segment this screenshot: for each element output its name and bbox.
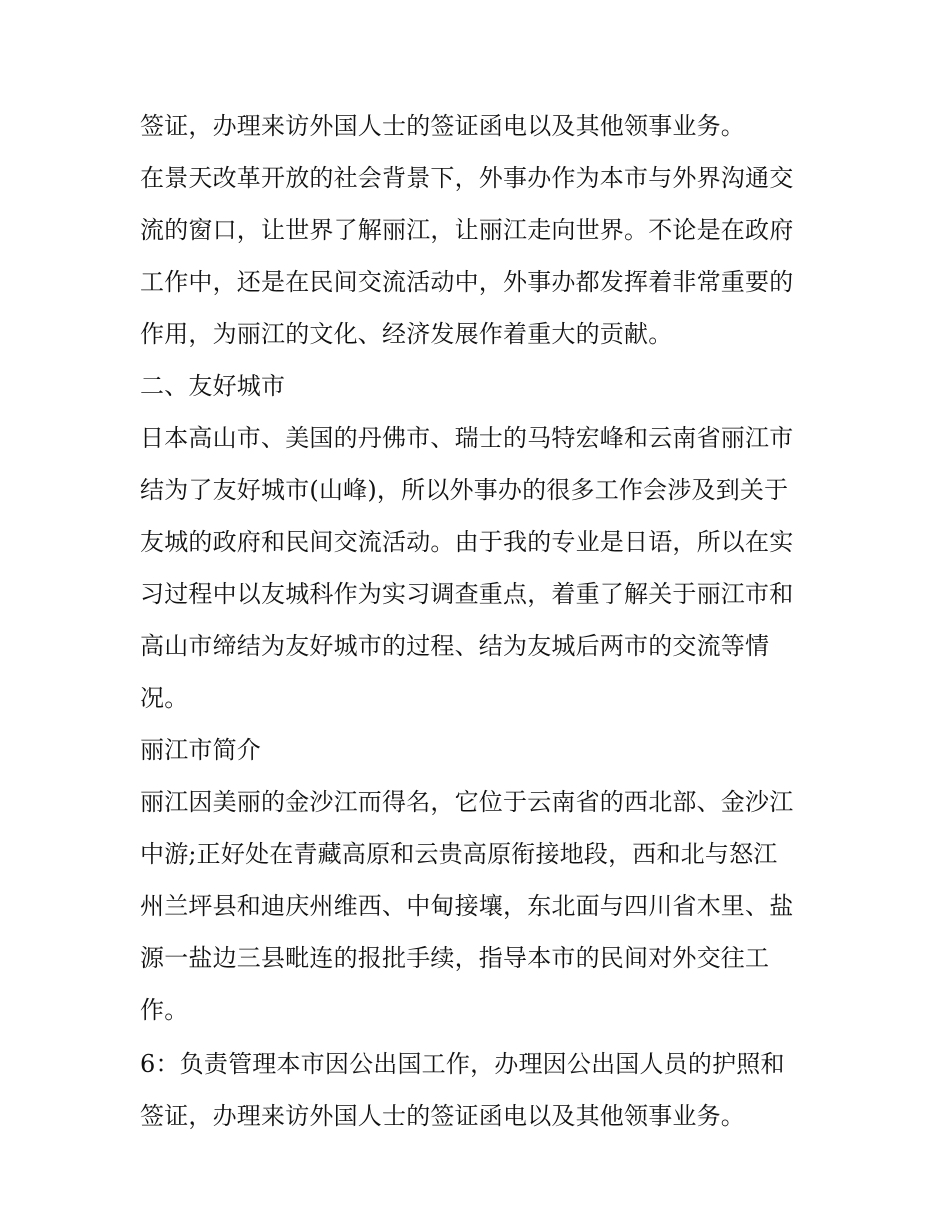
document-body bbox=[140, 100, 820, 1142]
section-heading-friendship-cities: 二、友好城市 bbox=[140, 372, 286, 400]
text-line-8: 结为了友好城市(山峰)，所以外事办的很多工作会涉及到关于 bbox=[140, 476, 789, 504]
text-line-15: 中游;正好处在青藏高原和云贵高原衔接地段，西和北与怒江 bbox=[140, 840, 778, 868]
text-line-4: 工作中，还是在民间交流活动中，外事办都发挥着非常重要的 bbox=[140, 268, 794, 296]
text-line-1: 签证，办理来访外国人士的签证函电以及其他领事业务。 bbox=[140, 112, 745, 140]
text-line-9: 友城的政府和民间交流活动。由于我的专业是日语，所以在实 bbox=[140, 528, 794, 556]
text-line-10: 习过程中以友城科作为实习调查重点，着重了解关于丽江市和 bbox=[140, 580, 794, 608]
text-line-5: 作用，为丽江的文化、经济发展作着重大的贡献。 bbox=[140, 320, 673, 348]
text-line-19: 6：负责管理本市因公出国工作，办理因公出国人员的护照和 bbox=[140, 1050, 785, 1078]
text-line-12: 况。 bbox=[140, 684, 189, 712]
text-line-17: 源一盐边三县毗连的报批手续，指导本市的民间对外交往工 bbox=[140, 944, 770, 972]
text-line-2: 在景天改革开放的社会背景下，外事办作为本市与外界沟通交 bbox=[140, 164, 794, 192]
text-line-20: 签证，办理来访外国人士的签证函电以及其他领事业务。 bbox=[140, 1102, 745, 1130]
text-line-18: 作。 bbox=[140, 996, 189, 1024]
text-line-7: 日本高山市、美国的丹佛市、瑞士的马特宏峰和云南省丽江市 bbox=[140, 424, 794, 452]
section-heading-lijiang-intro: 丽江市简介 bbox=[140, 736, 261, 764]
text-line-3: 流的窗口，让世界了解丽江，让丽江走向世界。不论是在政府 bbox=[140, 216, 794, 244]
text-line-11: 高山市缔结为友好城市的过程、结为友城后两市的交流等情 bbox=[140, 632, 770, 660]
text-line-14: 丽江因美丽的金沙江而得名，它位于云南省的西北部、金沙江 bbox=[140, 788, 794, 816]
text-line-16: 州兰坪县和迪庆州维西、中甸接壤，东北面与四川省木里、盐 bbox=[140, 892, 794, 920]
